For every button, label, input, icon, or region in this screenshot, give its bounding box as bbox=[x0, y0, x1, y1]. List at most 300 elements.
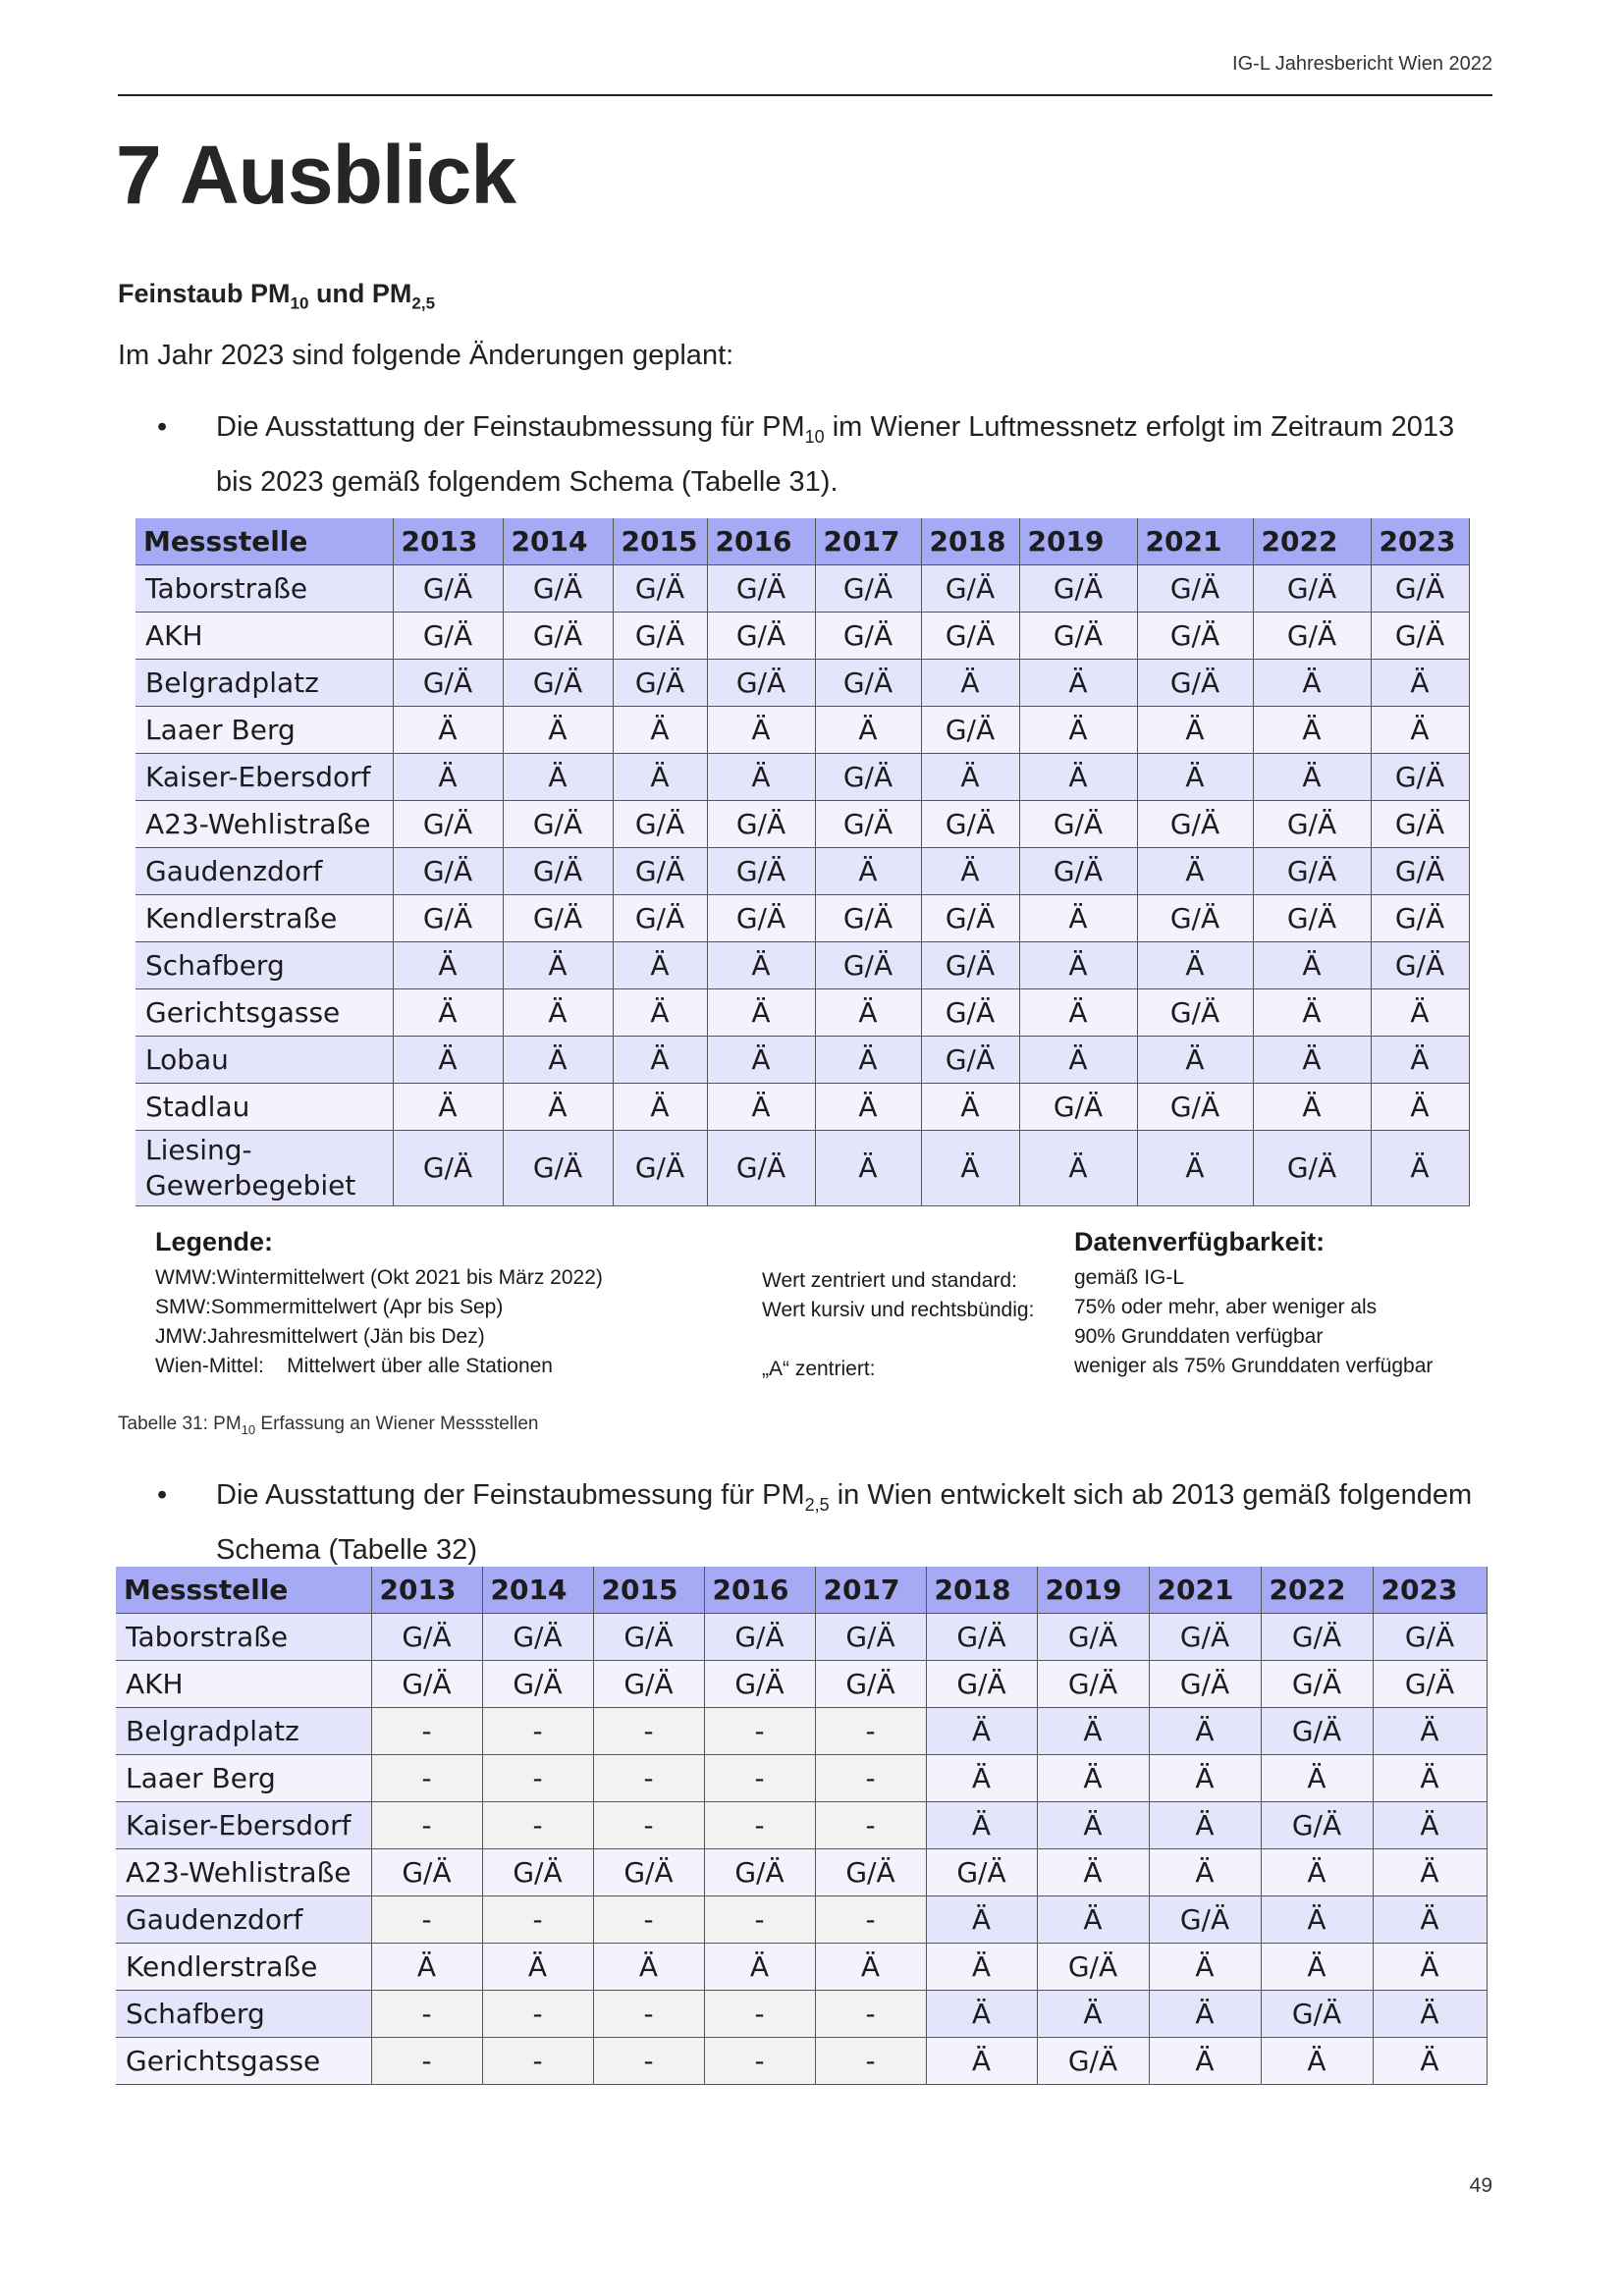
availability-cell: Ä bbox=[503, 942, 613, 989]
availability-cell: Ä bbox=[1253, 989, 1371, 1037]
table-pm25-stations bbox=[116, 1567, 1488, 2085]
availability-cell: Ä bbox=[815, 989, 921, 1037]
station-name-cell: Belgradplatz bbox=[116, 1708, 371, 1755]
table-row bbox=[135, 1037, 1469, 1084]
table-row bbox=[135, 754, 1469, 801]
table-row bbox=[116, 1708, 1487, 1755]
table-row bbox=[135, 942, 1469, 989]
column-header-year: 2013 bbox=[371, 1567, 482, 1614]
availability-cell: Ä bbox=[1261, 2038, 1373, 2085]
availability-cell: Ä bbox=[815, 1944, 926, 1991]
intro-paragraph: Im Jahr 2023 sind folgende Änderungen geplant: bbox=[118, 340, 734, 371]
availability-cell: G/Ä bbox=[1253, 565, 1371, 613]
availability-cell: Ä bbox=[1371, 660, 1469, 707]
availability-cell: G/Ä bbox=[593, 1849, 704, 1896]
availability-cell: G/Ä bbox=[921, 942, 1019, 989]
availability-cell: G/Ä bbox=[482, 1661, 593, 1708]
availability-cell: G/Ä bbox=[921, 801, 1019, 848]
availability-cell: Ä bbox=[482, 1944, 593, 1991]
table-row bbox=[135, 1131, 1469, 1206]
availability-cell: G/Ä bbox=[1371, 613, 1469, 660]
availability-line: gemäß IG-L bbox=[1074, 1266, 1185, 1289]
section-heading bbox=[118, 279, 435, 313]
availability-cell: G/Ä bbox=[1037, 2038, 1149, 2085]
availability-cell: G/Ä bbox=[921, 707, 1019, 754]
availability-cell: Ä bbox=[1037, 1849, 1149, 1896]
availability-cell: G/Ä bbox=[1371, 895, 1469, 942]
column-header-year: 2015 bbox=[593, 1567, 704, 1614]
availability-cell: G/Ä bbox=[613, 613, 707, 660]
availability-cell: G/Ä bbox=[503, 848, 613, 895]
availability-line: 75% oder mehr, aber weniger als bbox=[1074, 1296, 1378, 1318]
availability-cell: G/Ä bbox=[707, 613, 815, 660]
availability-cell: G/Ä bbox=[921, 565, 1019, 613]
legend-format-line bbox=[762, 1325, 1034, 1355]
availability-cell: - bbox=[371, 2038, 482, 2085]
availability-cell: G/Ä bbox=[1137, 613, 1253, 660]
availability-cell: G/Ä bbox=[707, 895, 815, 942]
table-row bbox=[116, 1614, 1487, 1661]
station-name-cell: Gerichtsgasse bbox=[116, 2038, 371, 2085]
availability-cell: Ä bbox=[1149, 1944, 1261, 1991]
availability-cell: G/Ä bbox=[815, 942, 921, 989]
availability-cell: Ä bbox=[1149, 2038, 1261, 2085]
column-header-year: 2015 bbox=[613, 518, 707, 565]
availability-cell: G/Ä bbox=[613, 660, 707, 707]
availability-cell: G/Ä bbox=[1037, 1944, 1149, 1991]
availability-cell: Ä bbox=[926, 2038, 1037, 2085]
availability-cell: Ä bbox=[926, 1896, 1037, 1944]
legend-title: Legende: bbox=[155, 1227, 274, 1256]
availability-cell: G/Ä bbox=[815, 660, 921, 707]
availability-cell: G/Ä bbox=[1137, 660, 1253, 707]
availability-cell: G/Ä bbox=[371, 1614, 482, 1661]
legend-line: Wien-Mittel: Mittelwert über alle Stationen bbox=[155, 1355, 553, 1377]
availability-cell: Ä bbox=[1149, 1991, 1261, 2038]
availability-cell: G/Ä bbox=[593, 1661, 704, 1708]
availability-cell: G/Ä bbox=[921, 1037, 1019, 1084]
availability-cell: Ä bbox=[1019, 660, 1137, 707]
header-rule bbox=[118, 94, 1492, 96]
availability-cell: G/Ä bbox=[1019, 565, 1137, 613]
station-name-cell: Laaer Berg bbox=[135, 707, 393, 754]
table-row bbox=[116, 1991, 1487, 2038]
column-header-year: 2013 bbox=[393, 518, 503, 565]
availability-cell: G/Ä bbox=[1261, 1991, 1373, 2038]
availability-cell: Ä bbox=[1371, 989, 1469, 1037]
availability-cell: G/Ä bbox=[815, 565, 921, 613]
availability-cell: G/Ä bbox=[815, 613, 921, 660]
availability-cell: G/Ä bbox=[1373, 1661, 1487, 1708]
station-name-cell: Schafberg bbox=[135, 942, 393, 989]
availability-cell: - bbox=[815, 1896, 926, 1944]
availability-cell: G/Ä bbox=[1149, 1614, 1261, 1661]
availability-cell: G/Ä bbox=[393, 1131, 503, 1206]
station-name-cell: AKH bbox=[116, 1661, 371, 1708]
table-row bbox=[116, 1755, 1487, 1802]
availability-cell: Ä bbox=[1253, 1084, 1371, 1131]
availability-cell: G/Ä bbox=[815, 895, 921, 942]
availability-cell: G/Ä bbox=[1019, 801, 1137, 848]
availability-cell: G/Ä bbox=[503, 1131, 613, 1206]
availability-cell: Ä bbox=[921, 660, 1019, 707]
availability-cell: Ä bbox=[1019, 1037, 1137, 1084]
availability-cell: G/Ä bbox=[1019, 613, 1137, 660]
availability-cell: Ä bbox=[1019, 707, 1137, 754]
station-name-cell: AKH bbox=[135, 613, 393, 660]
availability-cell: - bbox=[593, 1802, 704, 1849]
table-row bbox=[135, 989, 1469, 1037]
availability-cell: - bbox=[482, 1708, 593, 1755]
table-row bbox=[116, 1661, 1487, 1708]
availability-cell: Ä bbox=[707, 1037, 815, 1084]
availability-cell: G/Ä bbox=[921, 895, 1019, 942]
availability-cell: Ä bbox=[503, 1037, 613, 1084]
availability-cell: G/Ä bbox=[1371, 565, 1469, 613]
availability-cell: Ä bbox=[815, 1084, 921, 1131]
availability-cell: Ä bbox=[1373, 1896, 1487, 1944]
column-header-year: 2023 bbox=[1371, 518, 1469, 565]
availability-cell: Ä bbox=[371, 1944, 482, 1991]
availability-line: 90% Grunddaten verfügbar bbox=[1074, 1325, 1324, 1348]
availability-cell: - bbox=[704, 2038, 815, 2085]
availability-cell: G/Ä bbox=[1371, 754, 1469, 801]
station-name-cell: Gaudenzdorf bbox=[135, 848, 393, 895]
availability-cell: - bbox=[704, 1802, 815, 1849]
availability-cell: G/Ä bbox=[371, 1849, 482, 1896]
availability-cell: Ä bbox=[503, 754, 613, 801]
table-row bbox=[135, 613, 1469, 660]
station-name-cell: Stadlau bbox=[135, 1084, 393, 1131]
header-row bbox=[116, 1567, 1487, 1614]
availability-cell: - bbox=[704, 1896, 815, 1944]
availability-cell: Ä bbox=[1373, 1755, 1487, 1802]
bullet-symbol: • bbox=[157, 1479, 168, 1511]
bullet-symbol: • bbox=[157, 411, 168, 443]
availability-cell: - bbox=[482, 2038, 593, 2085]
table-row bbox=[135, 707, 1469, 754]
availability-cell: Ä bbox=[1373, 1708, 1487, 1755]
availability-cell: G/Ä bbox=[1037, 1661, 1149, 1708]
availability-cell: Ä bbox=[707, 707, 815, 754]
availability-cell: G/Ä bbox=[815, 1614, 926, 1661]
availability-cell: Ä bbox=[1149, 1802, 1261, 1849]
availability-cell: G/Ä bbox=[704, 1849, 815, 1896]
heading-subscript-1: 10 bbox=[290, 294, 309, 313]
table-header-row bbox=[135, 518, 1469, 565]
availability-cell: G/Ä bbox=[393, 613, 503, 660]
availability-cell: Ä bbox=[707, 942, 815, 989]
station-name-cell: Kendlerstraße bbox=[135, 895, 393, 942]
availability-cell: G/Ä bbox=[707, 848, 815, 895]
availability-cell: Ä bbox=[1373, 1849, 1487, 1896]
running-header: IG-L Jahresbericht Wien 2022 bbox=[1232, 53, 1492, 75]
availability-cell: Ä bbox=[1137, 707, 1253, 754]
legend-format-line: Wert kursiv und rechtsbündig: bbox=[762, 1299, 1035, 1321]
availability-cell: Ä bbox=[1373, 1944, 1487, 1991]
availability-cell: Ä bbox=[613, 707, 707, 754]
column-header-year: 2022 bbox=[1261, 1567, 1373, 1614]
legend-format-line: „A“ zentriert: bbox=[762, 1358, 876, 1380]
availability-cell: Ä bbox=[1253, 707, 1371, 754]
availability-cell: Ä bbox=[1019, 754, 1137, 801]
availability-cell: Ä bbox=[1019, 989, 1137, 1037]
availability-cell: G/Ä bbox=[926, 1614, 1037, 1661]
station-name-cell: Kaiser-Ebersdorf bbox=[135, 754, 393, 801]
column-header-year: 2023 bbox=[1373, 1567, 1487, 1614]
availability-cell: G/Ä bbox=[707, 660, 815, 707]
column-header-year: 2019 bbox=[1019, 518, 1137, 565]
column-header-year: 2014 bbox=[503, 518, 613, 565]
availability-cell: Ä bbox=[704, 1944, 815, 1991]
availability-cell: G/Ä bbox=[1019, 1084, 1137, 1131]
availability-cell: Ä bbox=[1371, 1084, 1469, 1131]
availability-cell: Ä bbox=[503, 1084, 613, 1131]
availability-cell: Ä bbox=[926, 1708, 1037, 1755]
availability-cell: Ä bbox=[593, 1944, 704, 1991]
availability-cell: Ä bbox=[1037, 1755, 1149, 1802]
availability-cell: G/Ä bbox=[393, 660, 503, 707]
availability-cell: G/Ä bbox=[1261, 1802, 1373, 1849]
availability-cell: - bbox=[593, 2038, 704, 2085]
column-header-station: Messstelle bbox=[116, 1567, 371, 1614]
availability-cell: Ä bbox=[1373, 1802, 1487, 1849]
availability-cell: - bbox=[371, 1708, 482, 1755]
table-row bbox=[135, 565, 1469, 613]
station-name-cell: Belgradplatz bbox=[135, 660, 393, 707]
heading-text-main: Feinstaub PM bbox=[118, 279, 291, 308]
caption-subscript: 10 bbox=[241, 1421, 256, 1437]
legend-availability bbox=[1074, 1227, 1433, 1381]
station-name-cell: Liesing- Gewerbegebiet bbox=[135, 1131, 393, 1206]
bullet-pm25 bbox=[157, 1472, 1492, 1573]
availability-cell: G/Ä bbox=[393, 848, 503, 895]
column-header-year: 2016 bbox=[704, 1567, 815, 1614]
availability-cell: Ä bbox=[393, 754, 503, 801]
availability-cell: G/Ä bbox=[1137, 1084, 1253, 1131]
availability-cell: G/Ä bbox=[1019, 848, 1137, 895]
legend-line: WMW:Wintermittelwert (Okt 2021 bis März 2022) bbox=[155, 1266, 603, 1289]
availability-cell: Ä bbox=[1019, 1131, 1137, 1206]
availability-cell: - bbox=[704, 1708, 815, 1755]
availability-cell: - bbox=[371, 1896, 482, 1944]
availability-cell: G/Ä bbox=[1137, 895, 1253, 942]
availability-cell: G/Ä bbox=[482, 1849, 593, 1896]
table-row bbox=[135, 1084, 1469, 1131]
availability-cell: G/Ä bbox=[815, 1849, 926, 1896]
availability-cell: Ä bbox=[921, 848, 1019, 895]
availability-cell: G/Ä bbox=[1253, 1131, 1371, 1206]
availability-cell: G/Ä bbox=[1371, 848, 1469, 895]
availability-cell: - bbox=[482, 1896, 593, 1944]
station-name-cell: Gaudenzdorf bbox=[116, 1896, 371, 1944]
availability-cell: Ä bbox=[393, 1037, 503, 1084]
availability-cell: - bbox=[815, 1755, 926, 1802]
availability-cell: Ä bbox=[393, 707, 503, 754]
availability-cell: G/Ä bbox=[704, 1661, 815, 1708]
availability-cell: Ä bbox=[1037, 1708, 1149, 1755]
availability-cell: G/Ä bbox=[613, 848, 707, 895]
availability-cell: - bbox=[371, 1755, 482, 1802]
availability-cell: G/Ä bbox=[704, 1614, 815, 1661]
availability-cell: Ä bbox=[1137, 942, 1253, 989]
availability-cell: G/Ä bbox=[503, 801, 613, 848]
availability-cell: Ä bbox=[1149, 1708, 1261, 1755]
station-name-cell: A23-Wehlistraße bbox=[116, 1849, 371, 1896]
table-row bbox=[135, 848, 1469, 895]
availability-cell: Ä bbox=[1253, 754, 1371, 801]
column-header-year: 2019 bbox=[1037, 1567, 1149, 1614]
availability-cell: G/Ä bbox=[1253, 801, 1371, 848]
station-name-cell: Schafberg bbox=[116, 1991, 371, 2038]
availability-cell: Ä bbox=[1137, 1131, 1253, 1206]
availability-cell: - bbox=[371, 1991, 482, 2038]
availability-cell: Ä bbox=[815, 1037, 921, 1084]
station-name-cell: Kendlerstraße bbox=[116, 1944, 371, 1991]
availability-cell: G/Ä bbox=[393, 801, 503, 848]
availability-cell: G/Ä bbox=[815, 801, 921, 848]
table-row bbox=[116, 1944, 1487, 1991]
availability-cell: Ä bbox=[1253, 942, 1371, 989]
availability-cell: - bbox=[815, 1802, 926, 1849]
table-body bbox=[135, 565, 1469, 1206]
availability-cell: - bbox=[482, 1802, 593, 1849]
table-row bbox=[116, 1896, 1487, 1944]
column-header-year: 2014 bbox=[482, 1567, 593, 1614]
table-row bbox=[135, 801, 1469, 848]
station-name-cell: Lobau bbox=[135, 1037, 393, 1084]
availability-cell: Ä bbox=[921, 1131, 1019, 1206]
availability-cell: G/Ä bbox=[1137, 989, 1253, 1037]
legend-format-line: Wert zentriert und standard: bbox=[762, 1269, 1017, 1292]
availability-cell: G/Ä bbox=[482, 1614, 593, 1661]
availability-cell: - bbox=[482, 1991, 593, 2038]
column-header-year: 2021 bbox=[1149, 1567, 1261, 1614]
availability-cell: Ä bbox=[1373, 2038, 1487, 2085]
availability-cell: G/Ä bbox=[593, 1614, 704, 1661]
availability-cell: Ä bbox=[1253, 1037, 1371, 1084]
availability-cell: Ä bbox=[613, 989, 707, 1037]
heading-text-mid: und PM bbox=[308, 279, 412, 308]
availability-cell: Ä bbox=[1371, 707, 1469, 754]
availability-cell: G/Ä bbox=[1371, 942, 1469, 989]
availability-cell: Ä bbox=[393, 942, 503, 989]
availability-cell: G/Ä bbox=[921, 989, 1019, 1037]
availability-cell: Ä bbox=[613, 754, 707, 801]
availability-cell: G/Ä bbox=[393, 895, 503, 942]
availability-cell: Ä bbox=[1149, 1755, 1261, 1802]
availability-cell: - bbox=[593, 1755, 704, 1802]
availability-cell: G/Ä bbox=[707, 565, 815, 613]
legend-line: SMW:Sommermittelwert (Apr bis Sep) bbox=[155, 1296, 504, 1318]
column-header-year: 2017 bbox=[815, 1567, 926, 1614]
legend-abbreviations bbox=[155, 1227, 603, 1381]
column-header-year: 2018 bbox=[921, 518, 1019, 565]
availability-cell: - bbox=[593, 1991, 704, 2038]
availability-cell: G/Ä bbox=[1149, 1661, 1261, 1708]
availability-cell: - bbox=[815, 1991, 926, 2038]
table-body bbox=[116, 1614, 1487, 2085]
legend-line: JMW:Jahresmittelwert (Jän bis Dez) bbox=[155, 1325, 485, 1348]
availability-cell: - bbox=[482, 1755, 593, 1802]
availability-cell: G/Ä bbox=[1137, 565, 1253, 613]
availability-cell: G/Ä bbox=[1253, 613, 1371, 660]
availability-cell: G/Ä bbox=[1037, 1614, 1149, 1661]
column-header-year: 2016 bbox=[707, 518, 815, 565]
availability-cell: - bbox=[704, 1991, 815, 2038]
availability-cell: G/Ä bbox=[815, 1661, 926, 1708]
availability-cell: G/Ä bbox=[613, 565, 707, 613]
table-header-row bbox=[116, 1567, 1487, 1614]
availability-cell: - bbox=[593, 1708, 704, 1755]
legend-formatting bbox=[762, 1266, 1034, 1384]
availability-cell: Ä bbox=[921, 754, 1019, 801]
bullet-subscript: 2,5 bbox=[804, 1494, 830, 1515]
availability-cell: G/Ä bbox=[1261, 1614, 1373, 1661]
availability-cell: Ä bbox=[926, 1944, 1037, 1991]
availability-cell: Ä bbox=[1019, 895, 1137, 942]
availability-cell: Ä bbox=[613, 1037, 707, 1084]
availability-cell: Ä bbox=[1137, 754, 1253, 801]
caption-post: Erfassung an Wiener Messstellen bbox=[255, 1414, 539, 1434]
availability-cell: Ä bbox=[1371, 1037, 1469, 1084]
column-header-year: 2022 bbox=[1253, 518, 1371, 565]
availability-cell: G/Ä bbox=[613, 1131, 707, 1206]
heading-subscript-2: 2,5 bbox=[411, 294, 436, 313]
availability-cell: Ä bbox=[1261, 1896, 1373, 1944]
availability-cell: G/Ä bbox=[815, 754, 921, 801]
availability-cell: G/Ä bbox=[707, 801, 815, 848]
availability-cell: Ä bbox=[1037, 1896, 1149, 1944]
table-row bbox=[116, 1802, 1487, 1849]
availability-cell: Ä bbox=[1037, 1991, 1149, 2038]
column-header-station: Messstelle bbox=[135, 518, 393, 565]
availability-cell: Ä bbox=[815, 848, 921, 895]
header-row bbox=[135, 518, 1469, 565]
availability-cell: G/Ä bbox=[1253, 895, 1371, 942]
station-name-cell: Laaer Berg bbox=[116, 1755, 371, 1802]
availability-cell: Ä bbox=[926, 1991, 1037, 2038]
availability-cell: Ä bbox=[1037, 1802, 1149, 1849]
availability-cell: Ä bbox=[1253, 660, 1371, 707]
availability-cell: Ä bbox=[707, 754, 815, 801]
availability-cell: - bbox=[704, 1755, 815, 1802]
availability-cell: G/Ä bbox=[503, 613, 613, 660]
availability-cell: G/Ä bbox=[1149, 1896, 1261, 1944]
station-name-cell: Taborstraße bbox=[135, 565, 393, 613]
table-row bbox=[116, 2038, 1487, 2085]
page-number: 49 bbox=[1469, 2174, 1492, 2197]
availability-cell: Ä bbox=[707, 1084, 815, 1131]
availability-cell: Ä bbox=[1137, 1037, 1253, 1084]
availability-cell: Ä bbox=[1149, 1849, 1261, 1896]
station-name-cell: Taborstraße bbox=[116, 1614, 371, 1661]
table-row bbox=[135, 660, 1469, 707]
availability-cell: G/Ä bbox=[503, 660, 613, 707]
bullet-subscript: 10 bbox=[804, 426, 825, 447]
availability-cell: G/Ä bbox=[503, 895, 613, 942]
availability-cell: Ä bbox=[613, 1084, 707, 1131]
bullet-pm10 bbox=[157, 404, 1492, 505]
availability-cell: Ä bbox=[503, 989, 613, 1037]
availability-cell: G/Ä bbox=[613, 801, 707, 848]
chapter-title: 7 Ausblick bbox=[116, 129, 516, 221]
availability-cell: Ä bbox=[1019, 942, 1137, 989]
bullet-text-post: im Wiener Luftmessnetz erfolgt im Zeitraum 2013 bis 2023 gemäß folgendem Schema (Tabelle 31). bbox=[216, 411, 1455, 498]
availability-cell: Ä bbox=[1373, 1991, 1487, 2038]
availability-cell: Ä bbox=[1261, 1755, 1373, 1802]
availability-cell: G/Ä bbox=[926, 1849, 1037, 1896]
